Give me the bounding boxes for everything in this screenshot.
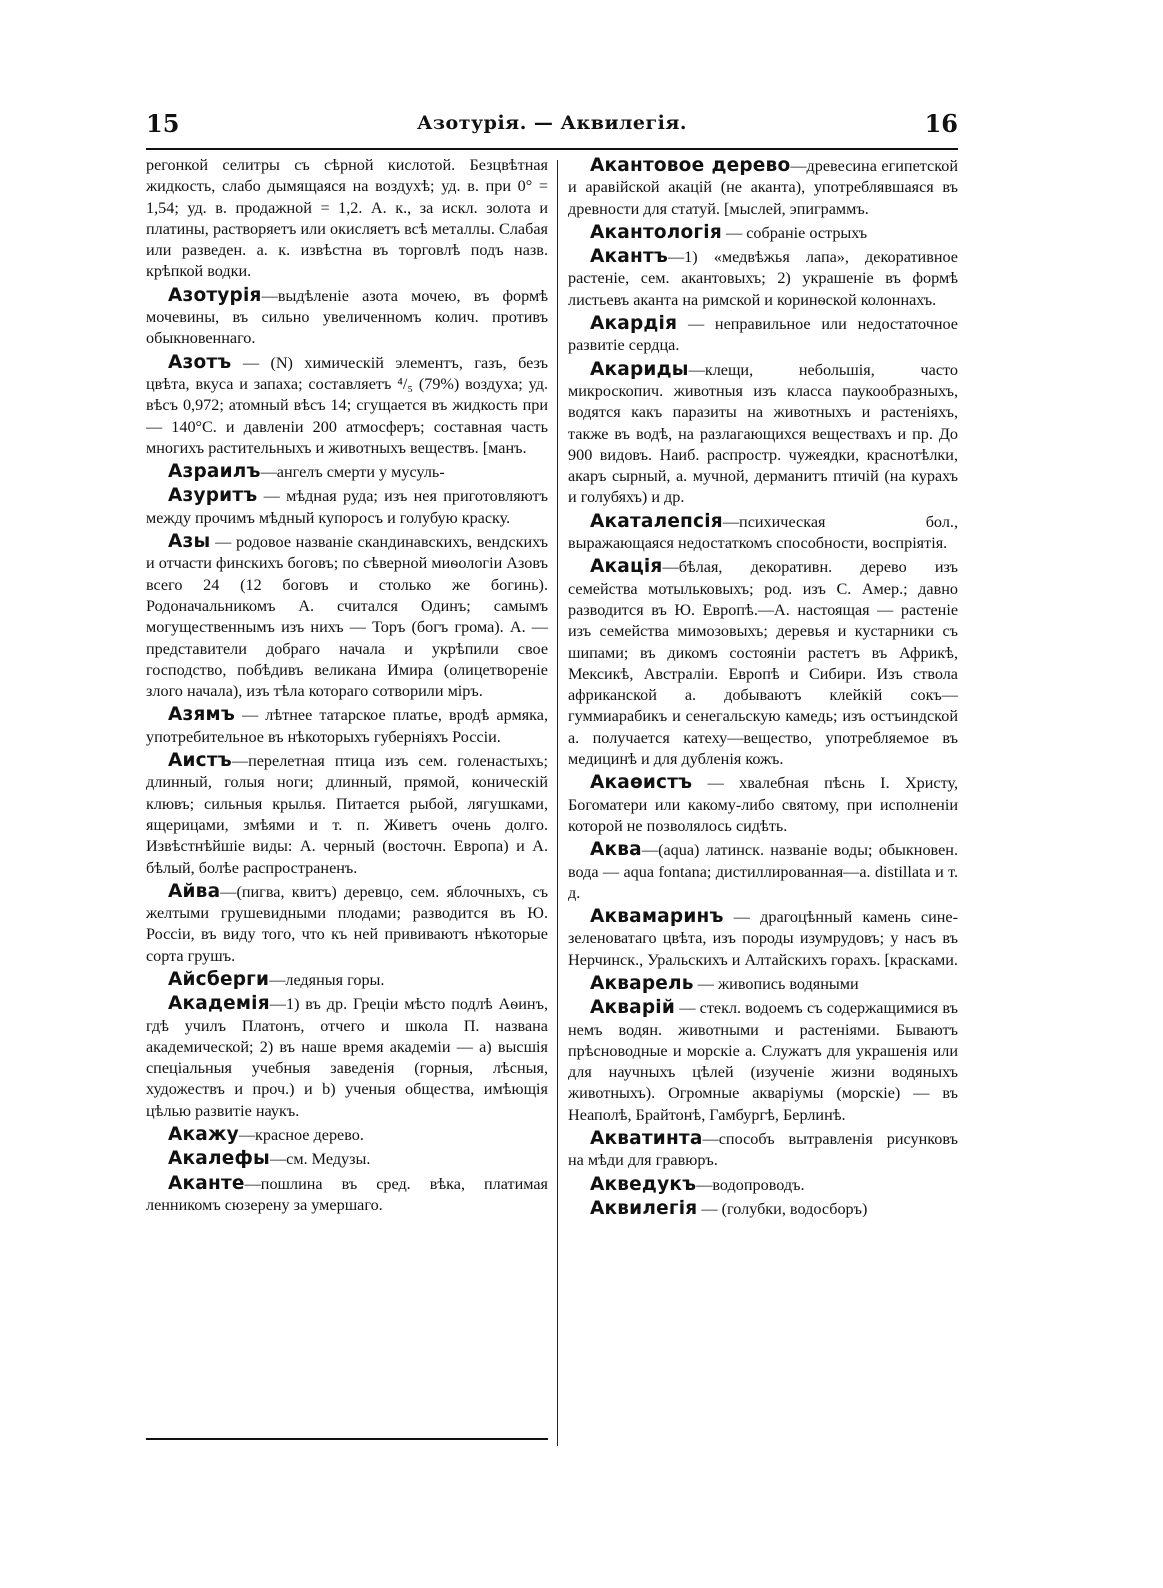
dictionary-entry	[146, 881, 548, 967]
entry-definition: —1) «медвѣжья лапа», декоративное растеніе, сем. акантовыхъ; 2) украшеніе въ формѣ листьевъ аканта на римской и коринѳской колоннахъ.	[568, 248, 958, 309]
dictionary-entry	[568, 1198, 958, 1220]
entry-definition: —красное дерево.	[238, 1126, 364, 1145]
entry-headword: Азуритъ	[168, 485, 258, 507]
entry-headword: Акажу	[168, 1124, 239, 1146]
running-head-title: Азотурія. — Аквилегія.	[416, 112, 688, 134]
dictionary-entry	[146, 969, 548, 991]
dictionary-entry	[568, 511, 958, 555]
entry-headword: Акардія	[590, 313, 678, 335]
dictionary-entry	[568, 222, 958, 244]
dictionary-entry	[568, 313, 958, 357]
entry-headword: Академія	[168, 993, 270, 1015]
entry-headword: Аква	[590, 839, 642, 861]
entry-definition: — (голубки, водосборъ)	[697, 1199, 868, 1218]
entry-definition: — собраніе острыхъ	[721, 223, 868, 242]
entry-definition: —психическая бол., выражающаяся недостаткомъ способности, воспріятія.	[568, 512, 958, 553]
entry-headword: Акалефы	[168, 1148, 270, 1170]
entry-definition: — (N) химическій элементъ, газъ, безъ цвѣта, вкуса и запаха; составляетъ ⁴/₅ (79%) воздуха; уд. вѣсъ 0,972; атомный вѣсъ 14; сгущается въ жидкость при — 140°С. и давленіи 200 атмосферъ; составная часть многихъ растительныхъ и животныхъ веществъ. [манъ.	[146, 353, 548, 457]
entry-headword: Азы	[168, 531, 211, 553]
entry-headword: Аквамаринъ	[590, 906, 724, 928]
entry-headword: Акантовое дерево	[590, 155, 791, 176]
header-rule	[146, 148, 958, 150]
dictionary-entry	[568, 839, 958, 904]
dictionary-entry	[568, 556, 958, 770]
entry-definition: — родовое названіе скандинавскихъ, вендскихъ и отчасти финскихъ боговъ; по сѣверной миѳологіи Азовъ всего 24 (12 боговъ и столько же богинь). Родоначальникомъ А. считался Одинъ; самымъ могущественнымъ изъ нихъ — Торъ (богъ грома). А. — представители добраго начала и укрѣпили свое господство, побѣдивъ великана Имира (олицетвореніе злого начала), изъ тѣла котораго сотворили міръ.	[146, 533, 548, 701]
entry-headword: Айсберги	[168, 968, 270, 990]
dictionary-entry	[568, 973, 958, 995]
entry-headword: Акація	[590, 556, 663, 578]
running-head	[146, 109, 958, 143]
dictionary-entry	[568, 359, 958, 509]
entry-headword: Акантъ	[590, 246, 668, 268]
entry-definition: — лѣтнее татарское платье, вродѣ армяка, употребительное въ нѣкоторыхъ губерніяхъ Россіи.	[146, 706, 548, 746]
entry-headword: Аканте	[168, 1172, 245, 1194]
entry-headword: Акаталепсія	[590, 510, 723, 532]
entry-headword: Азямъ	[168, 704, 235, 726]
entry-definition: —(пигва, квитъ) деревцо, сем. яблочныхъ, съ желтыми грушевидными плодами; разводится въ Ю. Россіи, въ виду того, что къ ней прививаютъ нѣкоторые сорта грушъ.	[146, 882, 548, 965]
entry-definition: —бѣлая, декоративн. дерево изъ семейства мотыльковыхъ; род. изъ С. Амер.; давно разводится въ Ю. Европѣ.—А. настоящая — растеніе изъ семейства мимозовыхъ; деревья и кустарники съ шипами; въ дикомъ состояніи растетъ въ Африкѣ, Мексикѣ, Австраліи. Европѣ и Сибири. Изъ ствола африканской а. добываютъ клейкій сокъ—гуммиарабикъ и сенегальскую камедь; изъ остъиндской а. получается катеху—вещество, употребляемое въ медицинѣ и для дубленія кожъ.	[568, 558, 958, 769]
dictionary-entry	[568, 997, 958, 1126]
page-number-right: 16	[924, 109, 958, 138]
entry-definition: — стекл. водоемъ съ содержащимися въ немъ водян. животными и растеніями. Бываютъ прѣсноводные и морскіе а. Служатъ для украшенія или для научныхъ цѣлей (изученіе жизни водяныхъ животныхъ). Огромные акваріумы (морскіе) — въ Неаполѣ, Брайтонѣ, Гамбургѣ, Берлинѣ.	[568, 999, 958, 1124]
entry-definition: —1) въ др. Греціи мѣсто подлѣ Аѳинъ, гдѣ училъ Платонъ, отчего и школа П. названа академической; 2) въ наше время академіи — а) высшія спеціальныя учебныя заведенія (горныя, лѣсныя, художествъ и проч.) и b) ученыя общества, имѣющія цѣлью развитіе наукъ.	[146, 995, 548, 1120]
dictionary-entry	[146, 993, 548, 1122]
dictionary-entry	[568, 1174, 958, 1196]
dictionary-entry	[146, 352, 548, 459]
dictionary-entry	[568, 1128, 958, 1172]
dictionary-entry	[568, 906, 958, 971]
entry-definition: —выдѣленіе азота мочею, въ формѣ мочевины, въ сильно увеличенномъ колич. противъ обыкновеннаго.	[146, 286, 548, 348]
entry-definition: —клещи, небольшія, часто микроскопич. животныя изъ класса паукообразныхъ, водятся какъ паразиты на животныхъ и растеніяхъ, также въ водѣ, на разлагающихся веществахъ и пр. До 900 видовъ. Наиб. распростр. чужеядки, краснотѣлки, акаръ сырный, а. мучной, дерманитъ птичій (на курахъ и голубяхъ) и др.	[568, 360, 958, 507]
entry-definition: — мѣдная руда; изъ нея приготовляютъ между прочимъ мѣдный купоросъ и голубую краску.	[146, 487, 548, 527]
entry-definition: —способъ вытравленія рисунковъ на мѣди для гравюръ.	[568, 1130, 958, 1170]
entry-headword: Айва	[168, 880, 221, 902]
column-divider	[557, 160, 558, 1446]
entry-headword: Акватинта	[590, 1128, 703, 1150]
dictionary-entry	[146, 461, 548, 483]
entry-headword: Аквилегія	[590, 1197, 698, 1219]
entry-definition: —пошлина въ сред. вѣка, платимая ленникомъ сюзерену за умершаго.	[146, 1174, 548, 1214]
dictionary-entry	[146, 1173, 548, 1217]
entry-headword: Акантологія	[590, 221, 722, 243]
dictionary-entry	[146, 704, 548, 748]
dictionary-entry	[568, 246, 958, 311]
entry-definition: —(aqua) латинск. названіе воды; обыкновен. вода — aqua fontana; дистиллированная—a. distillata и т. д.	[568, 841, 958, 902]
entry-definition: —водопроводъ.	[696, 1175, 805, 1194]
entry-headword: Акведукъ	[590, 1173, 697, 1195]
entry-headword: Акварій	[590, 997, 676, 1019]
entry-headword: Акаѳистъ	[590, 772, 693, 794]
right-column	[568, 155, 958, 1222]
entry-definition: —ангелъ смерти у мусуль-	[260, 463, 445, 482]
entry-definition: —древесина египетской и аравійской акацій (не аканта), употреблявшаяся въ древности для статуй. [мыслей, эпиграммъ.	[568, 157, 959, 218]
dictionary-entry	[146, 750, 548, 879]
entry-headword: Азраилъ	[168, 461, 261, 483]
page-number-left: 15	[146, 109, 180, 138]
entry-headword: Азотъ	[168, 351, 232, 373]
dictionary-entry	[146, 485, 548, 529]
dictionary-entry	[146, 1124, 548, 1146]
left-column	[146, 155, 548, 1218]
entry-headword: Акариды	[590, 358, 689, 380]
bottom-rule	[146, 1438, 548, 1440]
entry-headword: Акварель	[590, 972, 694, 994]
entry-definition: —перелетная птица изъ сем. голенастыхъ; длинный, голыя ноги; длинный, прямой, коническій клювъ; сильныя крылья. Питается рыбой, лягушками, ящерицами, змѣями и т. п. Живетъ очень долго. Извѣстнѣйшіе виды: А. черный (восточн. Европа) и А. бѣлый, болѣе распространенъ.	[146, 752, 548, 877]
entry-headword: Аистъ	[168, 750, 232, 772]
entry-definition: — живопись водяными	[693, 974, 859, 993]
entry-definition: —ледяныя горы.	[269, 970, 385, 989]
entry-definition: —см. Медузы.	[269, 1150, 371, 1169]
dictionary-entry	[568, 772, 958, 837]
entry-definition: — неправильное или недостаточное развитіе сердца.	[568, 315, 958, 355]
dictionary-entry	[146, 1148, 548, 1170]
dictionary-entry	[146, 155, 548, 283]
entry-definition: — драгоцѣнный камень сине-зеленоватаго цвѣта, изъ породы изумрудовъ; у насъ въ Нерчинск., Уральскихъ и Алтайскихъ горахъ. [красками.	[568, 908, 958, 969]
entry-headword: Азотурія	[168, 284, 262, 306]
entry-definition: регонкой селитры съ сѣрной кислотой. Безцвѣтная жидкость, слабо дымящаяся на воздухѣ; уд. в. при 0° = 1,54; уд. в. продажной = 1,2. А. к., за искл. золота и платины, растворяетъ или окисляетъ всѣ металлы. Слабая или разведен. а. к. извѣстна въ торговлѣ подъ назв. крѣпкой водки.	[146, 156, 548, 281]
entry-definition: — хвалебная пѣснь І. Христу, Богоматери или какому-либо святому, при исполненіи которой не позволялось сидѣть.	[568, 774, 958, 835]
dictionary-entry	[568, 155, 958, 220]
dictionary-entry	[146, 531, 548, 702]
dictionary-entry	[146, 285, 548, 350]
